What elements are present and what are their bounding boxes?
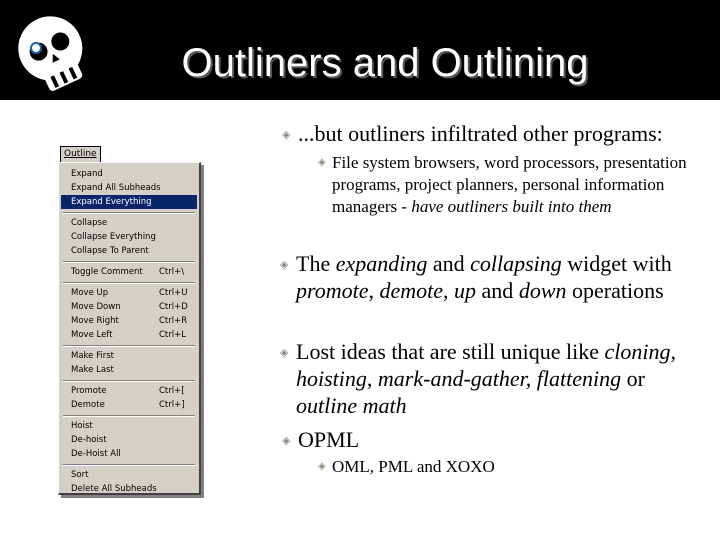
sub-bullet-emphasis: have outliners built into them	[411, 197, 612, 216]
sub-bullet-text: File system browsers, word processors, presentation programs, project planners, personal information managers -	[332, 153, 687, 216]
menu-item-make-last[interactable]: Make Last	[71, 365, 114, 375]
diamond-bullet-icon: ◈	[280, 258, 289, 271]
menu-item-toggle-comment[interactable]: Toggle Comment Ctrl+\	[71, 267, 185, 277]
outline-dropdown-menu	[58, 162, 201, 495]
bullet-emphasis: mark-and-gather, flattening	[377, 366, 622, 391]
menu-item-sort[interactable]: Sort	[71, 470, 89, 480]
bullet-emphasis: collapsing	[470, 251, 562, 276]
menu-separator	[63, 464, 195, 466]
sub-bullet-text: OML, PML and XOXO	[332, 457, 495, 476]
menu-item-collapse-to-parent[interactable]: Collapse To Parent	[71, 246, 149, 256]
menu-item-move-up[interactable]: Move Up Ctrl+U	[71, 288, 188, 298]
bullet-text: or	[621, 366, 645, 391]
menu-item-de-hoist[interactable]: De-hoist	[71, 435, 107, 445]
menu-item-collapse[interactable]: Collapse	[71, 218, 108, 228]
menu-item-move-left[interactable]: Move Left Ctrl+L	[71, 330, 186, 340]
bullet-text: ,	[368, 278, 380, 303]
sub-bullet-item	[318, 152, 692, 218]
menu-item-promote[interactable]: Promote Ctrl+[	[71, 386, 185, 396]
bullet-emphasis: hoisting	[296, 366, 367, 391]
title-bar	[0, 0, 720, 100]
menu-item-hoist[interactable]: Hoist	[71, 421, 93, 431]
bullet-emphasis: outline math	[296, 393, 407, 418]
outline-menu-screenshot	[58, 146, 204, 496]
menu-item-expand-all-subheads[interactable]: Expand All Subheads	[71, 183, 161, 193]
bullet-text: operations	[566, 278, 664, 303]
sub-bullet-item	[318, 456, 692, 478]
menu-item-move-down[interactable]: Move Down Ctrl+D	[71, 302, 188, 312]
diamond-bullet-icon: ◈	[318, 157, 326, 168]
bullet-item	[282, 426, 698, 453]
bullet-item	[280, 250, 696, 304]
bullet-emphasis: promote	[296, 278, 369, 303]
bullet-emphasis: demote, up	[379, 278, 477, 303]
bullet-emphasis: cloning	[604, 339, 671, 364]
bullet-item	[282, 120, 708, 147]
menu-item-de-hoist-all[interactable]: De-Hoist All	[71, 449, 121, 459]
bullet-text: widget with	[561, 251, 672, 276]
bullet-text: OPML	[298, 427, 360, 452]
menu-item-delete-all-subheads[interactable]: Delete All Subheads	[71, 484, 157, 494]
menu-separator	[63, 380, 195, 382]
diamond-bullet-icon: ◈	[282, 128, 291, 141]
menu-item-make-first[interactable]: Make First	[71, 351, 114, 361]
menu-item-move-right[interactable]: Move Right Ctrl+R	[71, 316, 188, 326]
slide-title: Outliners and Outlining	[181, 41, 589, 85]
bullet-item	[280, 338, 706, 419]
menu-item-collapse-everything[interactable]: Collapse Everything	[71, 232, 156, 242]
bullet-emphasis: expanding	[335, 251, 428, 276]
bullet-text: ...but outliners infiltrated other programs:	[298, 121, 663, 146]
menu-item-expand-everything[interactable]: Expand Everything	[61, 195, 197, 209]
diamond-bullet-icon: ◈	[318, 461, 326, 472]
menu-separator	[63, 261, 195, 263]
menu-item-demote[interactable]: Demote Ctrl+]	[71, 400, 185, 410]
bullet-text: Lost ideas that are still unique like	[296, 339, 605, 364]
menu-separator	[63, 282, 195, 284]
menu-separator	[63, 345, 195, 347]
menubar-outline[interactable]: Outline	[60, 146, 101, 162]
skull-crossbones-logo	[4, 8, 100, 96]
menu-separator	[63, 415, 195, 417]
bullet-text: The	[296, 251, 336, 276]
bullet-text: ,	[366, 366, 378, 391]
bullet-emphasis: down	[518, 278, 567, 303]
menu-separator	[63, 212, 195, 214]
diamond-bullet-icon: ◈	[280, 346, 289, 359]
bullet-text: and	[476, 278, 519, 303]
diamond-bullet-icon: ◈	[282, 434, 291, 447]
menu-item-expand[interactable]: Expand	[71, 169, 103, 179]
bullet-text: and	[427, 251, 471, 276]
bullet-text: ,	[670, 339, 677, 364]
